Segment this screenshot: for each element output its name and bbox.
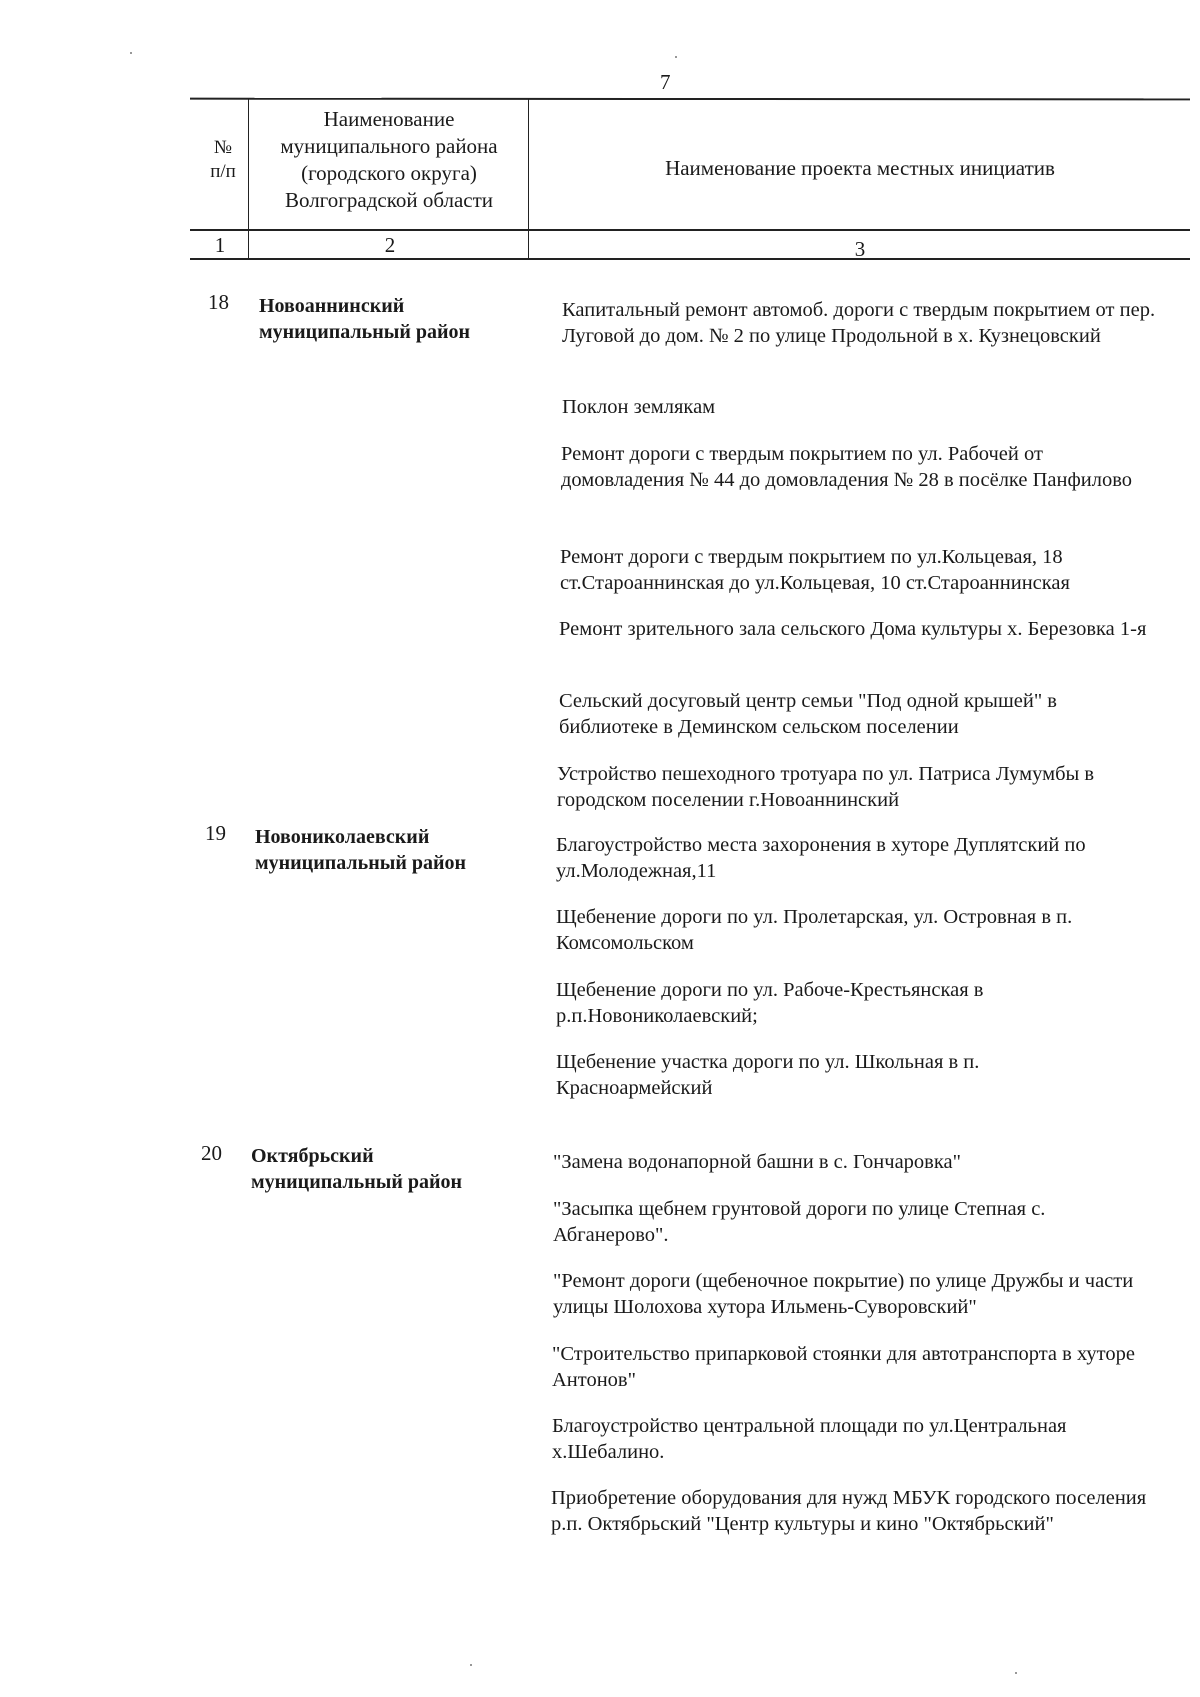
project-item: Щебенение дороги по ул. Рабоче-Крестьянская в р.п.Новониколаевский; — [556, 979, 984, 1027]
row-number: 19 — [205, 821, 226, 845]
header-district-column: Наименование муниципального района (городского округа) Волгоградской области — [280, 107, 498, 212]
column-numbers-bottom-rule — [190, 258, 1190, 260]
project-item: Благоустройство центральной площади по ул.Центральная х.Шебалино. — [552, 1415, 1067, 1463]
row-number: 20 — [201, 1141, 222, 1165]
column-number-2: 2 — [384, 233, 396, 257]
project-item: Поклон землякам — [562, 396, 716, 418]
scan-speck — [675, 56, 677, 58]
column-number-1: 1 — [214, 233, 226, 257]
project-item: "Засыпка щебнем грунтовой дороги по улице Степная с. Абганерово". — [553, 1198, 1046, 1246]
scan-speck — [130, 52, 132, 54]
district-name: Новоаннинский муниципальный район — [259, 295, 471, 343]
project-item: Приобретение оборудования для нужд МБУК городского поселения р.п. Октябрьский "Центр культуры и кино "Октябрьский" — [551, 1487, 1147, 1535]
header-bottom-rule — [190, 229, 1190, 231]
project-item: Ремонт дороги с твердым покрытием по ул. Рабочей от домовладения № 44 до домовладения № 28 в посёлке Панфилово — [561, 443, 1133, 491]
project-item: Благоустройство места захоронения в хуторе Дуплятский по ул.Молодежная,11 — [556, 834, 1086, 882]
header-number-column: № п/п — [210, 137, 236, 182]
header-project-column: Наименование проекта местных инициатив — [665, 156, 1055, 180]
project-item: "Ремонт дороги (щебеночное покрытие) по улице Дружбы и части улицы Шолохова хутора Ильмень-Суворовский" — [553, 1270, 1134, 1318]
header-divider-1 — [248, 98, 249, 260]
project-item: Щебенение участка дороги по ул. Школьная в п. Красноармейский — [556, 1051, 980, 1099]
column-number-3: 3 — [854, 237, 866, 261]
district-name: Новониколаевский муниципальный район — [255, 826, 467, 874]
project-item: Ремонт зрительного зала сельского Дома культуры х. Березовка 1-я — [559, 618, 1147, 640]
page-number: 7 — [660, 70, 671, 94]
header-top-rule — [190, 98, 1190, 101]
project-item: Устройство пешеходного тротуара по ул. Патриса Лумумбы в городском поселении г.Новоаннинский — [557, 763, 1095, 811]
scan-speck — [470, 1664, 472, 1666]
scan-speck — [1015, 1672, 1017, 1674]
project-item: "Строительство припарковой стоянки для автотранспорта в хуторе Антонов" — [552, 1343, 1135, 1391]
header-divider-2 — [528, 98, 529, 260]
district-name: Октябрьский муниципальный район — [251, 1145, 463, 1193]
project-item: Щебенение дороги по ул. Пролетарская, ул. Островная в п. Комсомольском — [556, 906, 1073, 954]
project-item: Капитальный ремонт автомоб. дороги с твердым покрытием от пер. Луговой до дом. № 2 по улице Продольной в х. Кузнецовский — [562, 299, 1156, 347]
row-number: 18 — [208, 290, 229, 314]
project-item: Сельский досуговый центр семьи "Под одной крышей" в библиотеке в Деминском сельском поселении — [559, 690, 1057, 738]
project-item: Ремонт дороги с твердым покрытием по ул.Кольцевая, 18 ст.Староаннинская до ул.Кольцевая, 10 ст.Староаннинская — [560, 546, 1070, 594]
project-item: "Замена водонапорной башни в с. Гончаровка" — [553, 1151, 961, 1173]
